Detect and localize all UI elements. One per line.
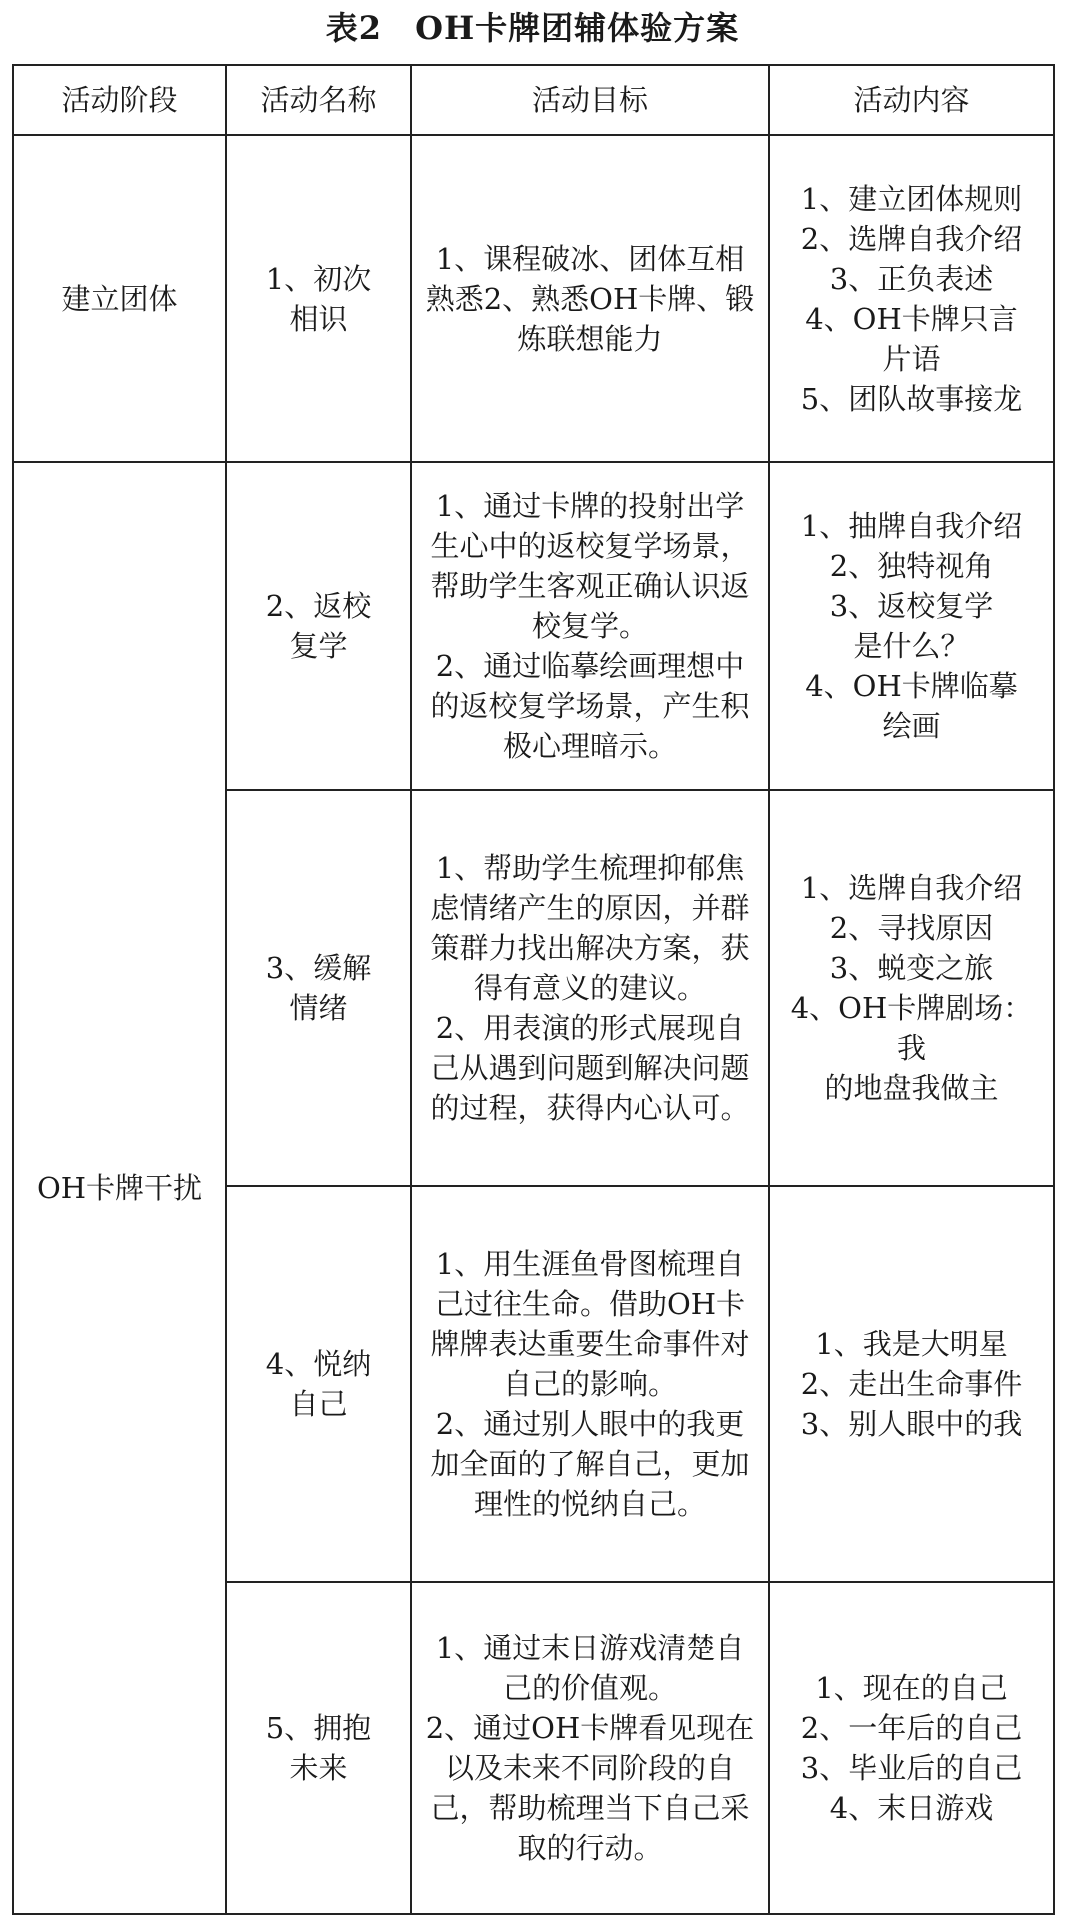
- activity-name-cell: [226, 790, 411, 1186]
- activity-name-cell: [226, 1186, 411, 1582]
- header-stage: 活动阶段: [13, 65, 226, 135]
- activity-name: 4、悦纳 自己: [265, 1347, 372, 1421]
- activity-name: 5、拥抱 未来: [265, 1711, 372, 1785]
- activity-name: 3、缓解 情绪: [265, 951, 372, 1025]
- table-title: 表2 OH卡牌团辅体验方案: [325, 9, 740, 47]
- header-row: [13, 65, 1054, 135]
- stage-label: 建立团体: [61, 281, 178, 316]
- activity-content: 1、建立团体规则 2、选牌自我介绍 3、正负表述 4、OH卡牌只言 片语 5、团队故事接龙: [800, 181, 1023, 416]
- activity-content: 1、我是大明星 2、走出生命事件 3、别人眼中的我: [800, 1327, 1023, 1441]
- activity-content-cell: [769, 1186, 1054, 1582]
- header-name: 活动名称: [226, 65, 411, 135]
- activity-content-cell: [769, 462, 1054, 790]
- activity-content: 1、抽牌自我介绍 2、独特视角 3、返校复学 是什么？ 4、OH卡牌临摹 绘画: [800, 509, 1023, 743]
- activity-goal-cell: [411, 1582, 769, 1914]
- activity-goal: 1、通过卡牌的投射出学生心中的返校复学场景，帮助学生客观正确认识返校复学。 2、通过临摹绘画理想中的返校复学场景，产生积极心理暗示。: [430, 489, 750, 763]
- activity-goal: 1、课程破冰、团体互相熟悉2、熟悉OH卡牌、锻炼联想能力: [425, 241, 755, 356]
- activity-content: 1、选牌自我介绍 2、寻找原因 3、蜕变之旅 4、OH卡牌剧场：我 的地盘我做主: [790, 871, 1033, 1105]
- activity-content-cell: [769, 135, 1054, 462]
- activity-goal: 1、用生涯鱼骨图梳理自己过往生命。借助OH卡牌牌表达重要生命事件对自己的影响。 2、通过别人眼中的我更加全面的了解自己，更加理性的悦纳自己。: [430, 1247, 750, 1521]
- activity-plan-table: [12, 64, 1055, 1915]
- activity-content-cell: [769, 1582, 1054, 1914]
- activity-name-cell: [226, 462, 411, 790]
- header-goal: 活动目标: [411, 65, 769, 135]
- activity-name-cell: [226, 135, 411, 462]
- activity-goal: 1、通过末日游戏清楚自己的价值观。 2、通过OH卡牌看见现在以及未来不同阶段的自己，帮助梳理当下自己采取的行动。: [425, 1631, 755, 1865]
- activity-name-cell: [226, 1582, 411, 1914]
- activity-goal: 1、帮助学生梳理抑郁焦虑情绪产生的原因，并群策群力找出解决方案，获得有意义的建议。 2、用表演的形式展现自己从遇到问题到解决问题的过程，获得内心认可。: [430, 851, 750, 1125]
- stage-cell: [13, 135, 226, 462]
- activity-name: 2、返校 复学: [265, 589, 372, 663]
- table-row: [13, 462, 1054, 790]
- stage-label: OH卡牌干扰: [36, 1171, 203, 1205]
- activity-goal-cell: [411, 462, 769, 790]
- header-content: 活动内容: [769, 65, 1054, 135]
- activity-goal-cell: [411, 135, 769, 462]
- activity-goal-cell: [411, 790, 769, 1186]
- table-row: [13, 135, 1054, 462]
- activity-content: 1、现在的自己 2、一年后的自己 3、毕业后的自己 4、末日游戏: [800, 1671, 1023, 1825]
- activity-goal-cell: [411, 1186, 769, 1582]
- stage-cell: [13, 462, 226, 1914]
- activity-name: 1、初次 相识: [265, 261, 372, 336]
- activity-content-cell: [769, 790, 1054, 1186]
